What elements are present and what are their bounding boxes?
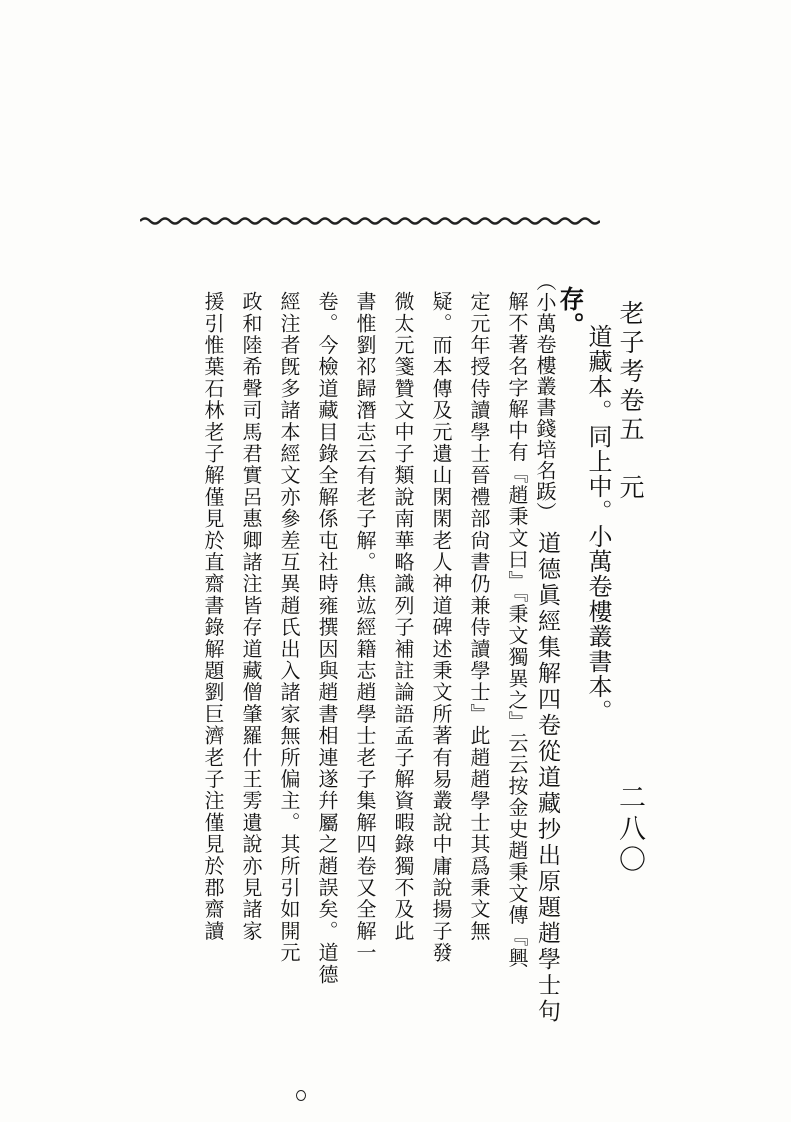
page-number: 二八〇 — [614, 783, 645, 876]
text-line: 微太元箋贊文中子類說南華略識列子補註論語孟子解資暇錄獨不及此 — [391, 291, 415, 942]
text-line: 道藏本。同上中。小萬卷樓叢書本。 — [584, 324, 612, 724]
text-line: 援引惟葉石林老子解僅見於直齋書錄解題劉巨濟老子注僅見於郡齋讀 — [201, 291, 225, 942]
text-line: 定元年授侍讀學士晉禮部尙書仍兼侍讀學士』此趙趙學士其爲秉文無 — [467, 291, 491, 942]
text-line: 解不著名字解中有『趙秉文曰』『秉文獨異之』云云按金史趙秉文傳『興 — [505, 291, 529, 969]
running-title: 老子考卷五 元 — [616, 300, 645, 503]
text-line: 書惟劉祁歸潛志云有老子解。焦竑經籍志趙學士老子集解四卷又全解一 — [353, 291, 377, 964]
wavy-rule — [140, 214, 600, 228]
text-line: 政和陸希聲司馬君實呂惠卿諸注皆存道藏僧肇羅什王雱遺說亦見諸家 — [239, 291, 263, 942]
text-line: 道德眞經集解四卷從道藏抄出原題趙學士句 — [534, 531, 560, 1025]
text-line: （小萬卷樓叢書錢培名䟦） — [533, 271, 557, 523]
text-line: 疑。而本傳及元遺山閑閑老人神道碑述秉文所著有易叢說中庸說揚子發 — [429, 291, 453, 964]
bottom-circle-mark — [296, 1090, 306, 1101]
text-line: 卷。今檢道藏目錄全解係屯社時雍撰因與趙書相連遂幷屬之趙誤矣。道德 — [315, 291, 339, 986]
text-line: 存。 — [556, 286, 585, 338]
text-line: 經注者旣多諸本經文亦參差互異趙氏出入諸家無所偏主。其所引如開元 — [277, 291, 301, 964]
